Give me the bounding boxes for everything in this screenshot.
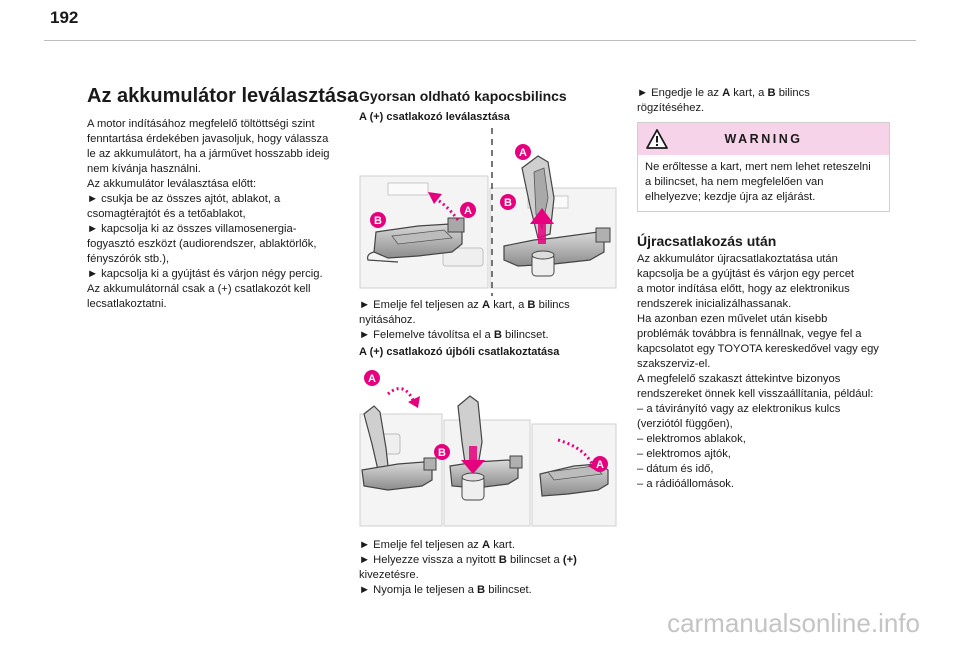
disconnect-illustration [358,128,618,296]
left-line: ► kapcsolja ki az összes villamosenergia- [87,223,297,235]
left-line: ► kapcsolja ki a gyújtást és várjon négy percig. [87,268,323,280]
warning-line: Ne erőltesse a kart, mert nem lehet reteszelni [645,161,871,173]
step-line: ► Engedje le az A kart, a B bilincs [637,87,810,99]
left-line: ► csukja be az összes ajtót, ablakot, a [87,193,281,205]
after-reconnect-body [637,252,892,492]
warning-line: elhelyezve; kezdje újra az eljárást. [645,191,816,203]
warning-box [637,122,890,212]
section-title: Az akkumulátor leválasztása [87,85,359,107]
right-line: kapcsolja be a gyújtást és várjon egy percet [637,268,855,280]
right-line: rendszerek inicializálhassanak. [637,298,792,310]
left-line: A motor indításához megfelelő töltöttségi szint [87,118,315,130]
quick-release-heading: Gyorsan oldható kapocsbilincs [359,88,567,104]
label-a: A [464,205,472,217]
step-line: rögzítéséhez. [637,102,705,114]
warning-text [638,155,889,205]
step-line: kivezetésre. [359,569,419,581]
left-line: fogyasztó eszközt (audiorendszer, ablaktörlők, [87,238,317,250]
left-line: csomagtérajtót és a tetőablakot, [87,208,246,220]
right-line: kapcsolatot egy TOYOTA kereskedővel vagy egy [637,343,879,355]
right-line: Ha azonban ezen művelet után kisebb [637,313,828,325]
after-reconnect-heading: Újracsatlakozás után [637,233,777,249]
left-line: fényszórók stb.), [87,253,170,265]
reconnect-subheading: A (+) csatlakozó újbóli csatlakoztatása [359,346,560,358]
label-a: A [596,459,604,471]
label-a: A [368,373,376,385]
right-line: szakszerviz-el. [637,358,711,370]
top-rule [44,40,916,41]
left-line: Az akkumulátor leválasztása előtt: [87,178,257,190]
left-line: Az akkumulátornál csak a (+) csatlakozót kell [87,283,311,295]
disconnect-steps [359,298,619,343]
reconnect-steps [359,538,619,598]
right-line: – elektromos ablakok, [637,433,746,445]
right-line: – elektromos ajtók, [637,448,731,460]
left-body [87,117,347,312]
label-a: A [519,147,527,159]
step-line: ► Helyezze vissza a nyitott B bilincset a (+) [359,554,577,566]
left-line: nem kívánja használni. [87,163,201,175]
warning-triangle-icon [646,129,668,149]
lock-step [637,86,892,116]
right-line: – a távirányító vagy az elektronikus kulcs [637,403,841,415]
right-line: problémák továbbra is fennállnak, vegye fel a [637,328,862,340]
warning-header [638,123,889,155]
reconnect-illustration [358,362,618,530]
right-line: Az akkumulátor újracsatlakoztatása után [637,253,838,265]
right-line: a motor indítása előtt, hogy az elektronikus [637,283,850,295]
page-number: 192 [50,8,79,27]
right-line: rendszereket önnek kell visszaállítania, például: [637,388,874,400]
warning-title: WARNING [724,132,803,146]
label-b: B [374,215,382,227]
label-b: B [504,197,512,209]
label-b: B [438,447,446,459]
step-line: ► Emelje fel teljesen az A kart. [359,539,515,551]
left-line: le az akkumulátort, ha a járművet hosszabb ideig [87,148,330,160]
right-line: – dátum és idő, [637,463,714,475]
warning-line: a bilincset, ha nem megfelelően van [645,176,824,188]
left-line: lecsatlakoztatni. [87,298,167,310]
step-line: ► Nyomja le teljesen a B bilincset. [359,584,532,596]
right-line: (verziótól függően), [637,418,733,430]
step-line: ► Felemelve távolítsa el a B bilincset. [359,329,549,341]
right-line: A megfelelő szakaszt áttekintve bizonyos [637,373,841,385]
left-line: fenntartása érdekében javasoljuk, hogy válassza [87,133,329,145]
step-line: ► Emelje fel teljesen az A kart, a B bilincs [359,299,570,311]
disconnect-subheading: A (+) csatlakozó leválasztása [359,111,510,123]
right-line: – a rádióállomások. [637,478,735,490]
step-line: nyitásához. [359,314,416,326]
watermark: carmanualsonline.info [667,608,920,638]
